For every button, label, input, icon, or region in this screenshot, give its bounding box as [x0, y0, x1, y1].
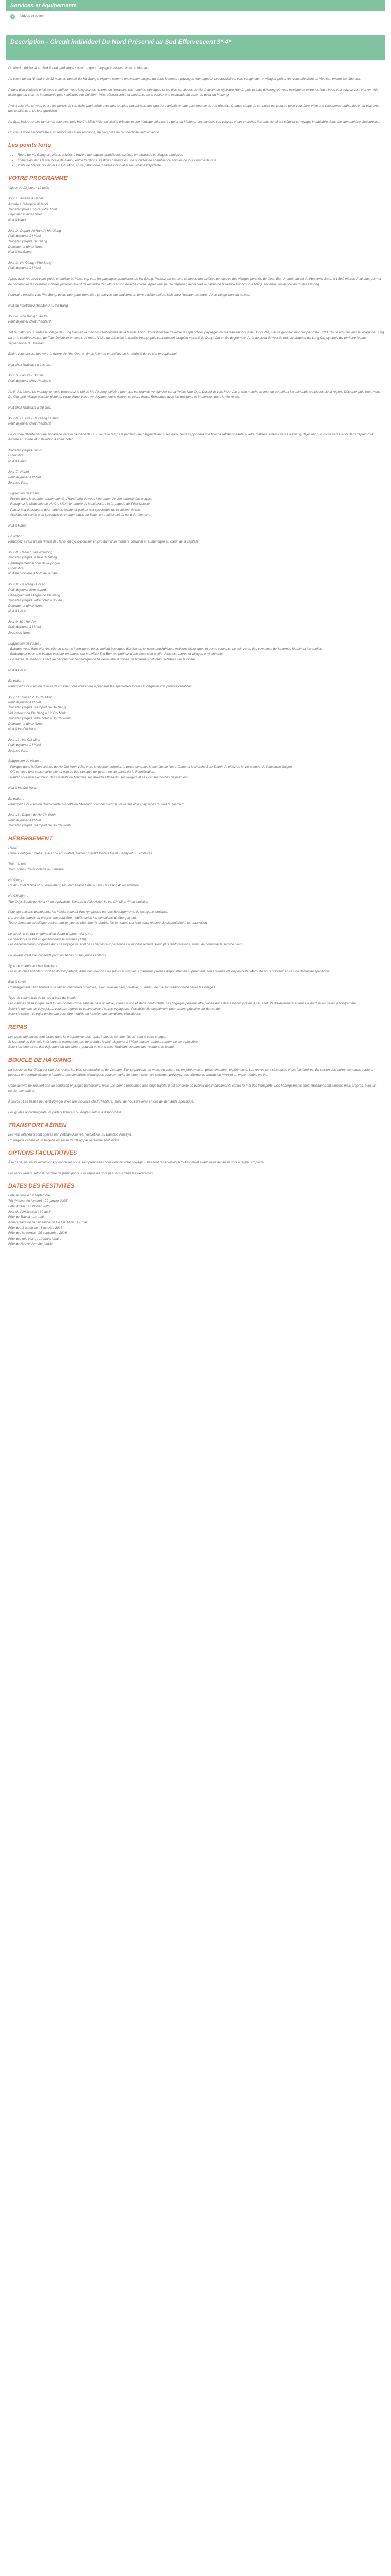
points-forts-list: [18, 152, 385, 168]
options-paragraph: À la carte, plusieurs excursions optionnelles vous sont proposées pour enrichir votre voyage. Elles sont réservables à tout moment avant votre départ et sont à régler sur place.: [8, 1161, 265, 1165]
day-paragraph: Nuit à Hanoï.: [8, 523, 28, 528]
hotel-notes: [8, 910, 385, 926]
boucle-title: BOUCLE DE HA GIANG: [8, 1057, 72, 1063]
day-line: - Plongez dans l'effervescence de Ho Chi Minh-Ville, entre le quartier colonial, la poste centrale, la cathédrale Notre-Dame et le marché Ben Thanh. Profitez de la vie animée de l'ancienne Saigon.: [8, 765, 293, 769]
repas-text: Selon les itinéraires, des déjeuners ou des dîners peuvent être pris chez l'habitant ou dans des restaurants locaux.: [8, 1045, 176, 1049]
day-line: Suggestion de visites :: [8, 641, 41, 646]
option-text: Participez à l'excursion "Cours de cuisine" pour apprendre à préparer les spécialités locales et déguster vos propres créations.: [8, 684, 193, 688]
intro-paragraph: Du Nord méridional au Sud littoral, embarquez pour un grand voyage à travers l'âme du Vietnam.: [8, 66, 150, 70]
day-line: Nuit à Hoi An.: [8, 609, 29, 614]
day-line: Transfert jusqu'à Hanoï.: [8, 449, 43, 453]
day-line: Transfert jusqu'à l'aéroport de Da Nang.: [8, 706, 67, 710]
day-line: Petit déjeuner chez l'habitant.: [8, 320, 52, 324]
day-block: [8, 695, 385, 733]
day-line: Transfert jusqu'à votre hôtel à Ho Chi Minh.: [8, 717, 72, 721]
hotel-city: Train de nuit :: [8, 862, 28, 866]
day-block: [8, 314, 385, 325]
videos-label: Vidéos et option: [20, 14, 44, 18]
day-block: [8, 550, 385, 577]
day-line: Petit déjeuner à l'hôtel.: [8, 743, 42, 748]
day-paragraph: Nuit au hôtel/chez l'habitant/ à Pho Bang.: [8, 304, 69, 308]
day-line: Petit déjeuner chez l'habitant.: [8, 422, 52, 426]
day-line: - En soirée, laissez-vous séduire par l'ambiance magique de la vieille ville illuminée de lanternes colorées, reflétées sur la rivière.: [8, 657, 197, 662]
hotel-sub-text: L'hébergement chez l'habitant se fait en chambres privatives, avec salle de bain privative, ou dans une maison traditionnelle selon les villages.: [8, 986, 216, 990]
hotel-sub-block: [8, 996, 385, 1018]
hotel-note: L'ordre des étapes du programme peut être modifié selon les conditions d'hébergement.: [8, 916, 137, 920]
day-title: Jour 7 : Hanoï: [8, 470, 29, 474]
hotel-block: [8, 862, 385, 873]
day-block: [8, 229, 385, 256]
boucle-paragraph: Les guides accompagnateurs parlent français ou anglais selon la disponibilité.: [8, 1110, 122, 1114]
day-line: Petit déjeuner à l'hôtel.: [8, 266, 42, 270]
dates-list: [8, 1193, 385, 1247]
day-paragraph: Nuit à Hoi An.: [8, 668, 29, 672]
day-line: Transfert jusqu'à votre hôtel à Hoi An.: [8, 599, 63, 603]
day-line: Suggestion de visites :: [8, 492, 41, 496]
hotel-city: Hanoï :: [8, 846, 19, 850]
hebergement-title: HÉBERGEMENT: [8, 835, 53, 842]
repas-block: [8, 1035, 385, 1050]
hotel-sub-text: Selon le nombre de voyageurs, vous partagerez la cabine avec d'autres voyageurs. Possibilité de supplément pour cabine privative sur demande.: [8, 1007, 221, 1011]
day-line: Petit déjeuner à l'hôtel.: [8, 625, 42, 630]
hotel-names: Train Lotus / Train Violette ou similaire: [8, 868, 64, 872]
intro-paragraph: À bord d'un véhicule privé avec chauffeur, vous longerez les rizières en terrasses, les marchés ethniques et les pics karstiques du Nord, avant de rejoindre Hanoï, puis la baie d'Halong où vous naviguerez entre les îlots. Vous poursuivrez vers Hoi An, ville historique au charme intemporel, puis rejoindrez Ho Chi Minh-Ville, effervescente et moderne, sans oublier une escapade au cœur du delta du Mékong.: [8, 88, 379, 97]
date-line: Têt (Nouvel An lunaire) : 29 janvier 2025: [8, 1199, 68, 1203]
transport-title: TRANSPORT AÉRIEN: [8, 1122, 67, 1129]
day-line: Nuit à Hanoï.: [8, 459, 28, 463]
date-line: Fête du Têt : 17 février 2026: [8, 1205, 50, 1209]
day-line: Vol intérieur de Da Nang à Ho Chi Minh.: [8, 711, 67, 715]
date-line: Fête du Nouvel An : 1er janvier: [8, 1242, 54, 1246]
options-paragraph: Les tarifs varient selon le nombre de participants. Les repas ne sont pas inclus dans les excursions.: [8, 1171, 154, 1175]
day-line: Transfert privé jusqu'à votre hôtel.: [8, 208, 58, 212]
day-line: Petit déjeuner chez l'habitant.: [8, 379, 52, 383]
day-block: [8, 491, 385, 518]
hotel-note: Le check-in se fait en général en début d'après-midi (14h).: [8, 932, 93, 936]
hotel-sub-block: [8, 980, 385, 991]
hotel-block: [8, 878, 385, 889]
date-line: Fête de mi-automne : 6 octobre 2025: [8, 1226, 63, 1230]
description-body: [6, 60, 385, 1247]
day-line: Déjeuner et dîner libres.: [8, 213, 44, 217]
option-text: Participez à l'excursion "Visite de Hanoï en cyclo-pousse" en profitant d'un moment convivial et authentique au cœur de la capitale.: [8, 539, 200, 544]
points-forts-title: Les points forts: [8, 142, 51, 149]
option-text: Participez à l'excursion "Découverte du delta du Mékong" pour découvrir la vie locale et les paysages du sud du Vietnam.: [8, 802, 185, 806]
hotel-note: Les hébergements proposés dans ce voyage ne sont pas adaptés aux personnes à mobilité réduite. Pour plus d'informations, merci de consulter le service client.: [8, 942, 243, 946]
hotel-note: Pour des raisons techniques, les hôtels peuvent être remplacés par des hébergements de catégorie similaire.: [8, 910, 168, 914]
day-block: [8, 373, 385, 384]
play-icon: [10, 14, 15, 19]
option-block: [8, 796, 385, 807]
day-title: Jour 4 : Pho Bang / Lao Xa: [8, 315, 48, 319]
day-block: [8, 812, 385, 828]
day-line: Transfert jusqu'à Ha Giang.: [8, 240, 48, 244]
day-line: Nuit à Ho Chi Minh.: [8, 727, 37, 732]
option-title: En option :: [8, 679, 24, 683]
day-block: [8, 641, 385, 663]
hotel-sub-text: Les nuits chez l'habitant sont en dortoir partagé, dans des maisons sur pilotis et simples. Chambres privées disponibles en supplément, sous réserve de disponibilité. Merci de nous prévenir en cas de demande spécifique.: [8, 969, 331, 973]
day-line: Nuit à Ha Giang.: [8, 250, 33, 255]
options-title: OPTIONS FACULTATIVES: [8, 1150, 77, 1157]
day-line: Déjeuner et dîner libres.: [8, 604, 44, 608]
day-title: Jour 13 : Départ de Ho Chi Minh: [8, 813, 56, 817]
day-block: [8, 261, 385, 272]
day-line: Petit déjeuner à l'hôtel.: [8, 818, 42, 822]
services-header: Services et équipements: [6, 0, 385, 11]
option-title: En option :: [8, 534, 24, 538]
day-block: [8, 582, 385, 614]
hotel-city: Ha Giang :: [8, 878, 24, 883]
hotel-sub-title: Type de chambres chez l'habitant: [8, 964, 57, 968]
day-title: Jour 12 : Ho Chi Minh: [8, 738, 40, 742]
hotel-sub-text: Les cabines de la jonque sont toutes dotées d'une salle de bain privative, climatisation et literie confortable. Les bagages peuvent être placés dans des espaces prévus à cet effet. Petits-déjeuners et repas à bord inclus selon le programme.: [8, 1002, 357, 1006]
day-line: - Embarquez pour une balade paisible en bateau sur la rivière Thu Bon, ou profitez d'une excursion à vélo dans les rizières et villages environnants.: [8, 652, 224, 656]
intro-paragraph: Avant cela, Hanoï vous ouvre les portes de son riche patrimoine avec des temples ancestraux, des quartiers animés et une gastronomie de rue réputée. Chaque étape de ce circuit est pensée pour vous faire vivre une expérience authentique, au plus près des habitants et de leur quotidien.: [8, 104, 380, 113]
date-line: Fête du Travail : 1er mai: [8, 1215, 44, 1219]
day-paragraph: La journée débute par une escapade vers la cascade de Du Gia. Si le temps le permet, une baignade dans ses eaux claires apportera une touche rafraîchissante à votre matinée. Retour vers Ha Giang, déjeuner puis route vers Hanoï dans l'après-midi. Arrivée en soirée et installation à votre hôtel.: [8, 432, 375, 442]
day-line: Déjeuner et dîner libres.: [8, 245, 44, 249]
dates-title: DATES DES FESTIVITÉS: [8, 1183, 75, 1190]
hotel-sub-title: Bon à savoir: [8, 980, 27, 984]
transport-block: [8, 1132, 385, 1143]
day-line: - Partez à la découverte des marchés locaux et goûtez aux spécialités de la cuisine de rue.: [8, 507, 141, 512]
programme-title: VOTRE PROGRAMME: [8, 175, 68, 182]
day-line: - Flânez dans le quartier ancien animé d'Hanoï afin de vous imprégner de son atmosphère unique.: [8, 497, 152, 501]
transport-text: Un bagage cabine et un bagage en soute de 20 kg par personne sont inclus.: [8, 1138, 120, 1142]
day-line: Petit déjeuner à l'hôtel.: [8, 476, 42, 480]
day-paragraph: Poursuite ensuite vers Pho Bang, petite bourgade frontalière préservée aux maisons en terre traditionnelles. Nuit chez l'habitant au cœur de ce village hors du temps.: [8, 293, 250, 297]
day-line: Petit déjeuner à l'hôtel.: [8, 234, 42, 239]
day-block: [8, 620, 385, 636]
points-forts-item: • Immersion dans la vie locale de Hanoï, entre traditions, vestiges historiques, vie quotidienne et ambiance animée de jour comme de nuit: [18, 158, 385, 163]
hotel-note: Le voyage n'est pas conseillé pour les bébés ou les jeunes enfants.: [8, 953, 107, 957]
transport-text: Les vols intérieurs sont opérés par Vietnam Airlines, VietJet Air, ou Bamboo Airways.: [8, 1133, 132, 1137]
hotel-sub-text: Selon la saison, le trajet en bateau peut être modifié en fonction des conditions climatiques.: [8, 1012, 142, 1016]
day-line: - Assistez en soirée à un spectacle de marionnettes sur l'eau, art traditionnel du nord du Vietnam.: [8, 513, 151, 517]
day-paragraph: Au fil des lacets de montagne, vous parcourez le col de Ma Pi Leng, célèbre pour ses panoramas vertigineux sur la rivière Nho Que. Descente vers Meo Vac et son marché animé, où se mêlent les minorités ethniques de la région. Déjeuner puis route vers Du Gia, petit village paisible niché au cœur d'une vallée verdoyante, entre rizières et cours d'eau. Rencontre avec les habitants et immersion dans la vie rurale.: [8, 389, 380, 399]
day-line: Suggestion de visites :: [8, 759, 41, 764]
date-line: Fête des rois Hung : 10 mars lunaire: [8, 1236, 62, 1241]
page: [0, 0, 391, 1252]
hotel-names: The Odys Boutique Hotel 4* ou équivalent, Silverland Jolie Hotel 4*, Ho Chi Minh 4* ou similaire: [8, 900, 148, 904]
day-title: Jour 5 : Lao Xa / Du Gia: [8, 374, 44, 378]
day-line: - Baladez-vous dans Hoi An, ville au charme intemporel, où se mêlent boutiques d'artisanat, temples bouddhistes, maisons historiques et ponts couverts. Le soir venu, des centaines de lanternes illuminent les ruelles.: [8, 647, 323, 651]
hotel-note: Toute demande spécifique concernant le type de chambre (lit double, lits jumeaux) est faite sous réserve de disponibilité à la réservation.: [8, 921, 208, 925]
option-title: En option :: [8, 797, 24, 801]
day-line: Embarquement à bord de la jonque.: [8, 561, 61, 565]
points-forts-item: • Route de Ha Giang et rizières privées à travers montagnes grandioses, rizières en terrasses et villages ethniques: [18, 152, 385, 158]
day-title: Jour 3 : Ha Giang / Pho Bang: [8, 261, 52, 265]
hotel-notes: [8, 931, 385, 947]
day-line: Petit déjeuner à l'hôtel.: [8, 701, 42, 704]
day-block: [8, 416, 385, 427]
date-line: Fête des lanternes : 25 septembre 2026: [8, 1231, 67, 1235]
day-line: Transfert jusqu'à l'aéroport de Ho Chi Minh.: [8, 824, 72, 828]
day-line: Journée libre.: [8, 749, 28, 753]
repas-text: Si les horaires des vols intérieurs ne permettent pas de prendre le petit-déjeuner à l'hôtel, aucun remboursement ne sera possible.: [8, 1040, 199, 1044]
date-line: Jour de l'Unification : 30 avril: [8, 1210, 51, 1214]
day-paragraph: Nuit chez l'habitant à Lao Xa.: [8, 363, 51, 367]
hotel-names: Ha An Hotel & Spa 4* ou équivalent, Phuong Thanh Hotel & Spa Ha Giang 4* ou similaire: [8, 884, 139, 888]
day-line: Débarquement et ligne de Da Nang.: [8, 593, 61, 597]
day-title: Jour 2 : Départ de Hanoï / Ha Giang: [8, 229, 61, 233]
intro-paragraph: Au cours de cet itinéraire de 12 nuits, le beauté de Ha Giang s'exprime comme un moment suspendu dans le temps : paysages montagneux spectaculaires, cols vertigineux, et villages préservés vous dévoilent un Vietnam encore confidentiel.: [8, 77, 361, 81]
hotel-block: [8, 846, 385, 857]
day-line: Journées libres.: [8, 631, 32, 635]
day-line: Dîner libre.: [8, 566, 25, 570]
day-title: Jour 6 : Du Gia / Ha Giang / Hanoï: [8, 416, 59, 420]
day-paragraph: Après avoir retrouvé votre guide chauffeur à l'hôtel, cap vers les paysages grandioses de Ha Giang. Passez par la route sinueuse des rizières ponctuées des villages perchés de Quan Ba. Un arrêt au col de Heaven's Gate, à 1 500 mètres d'altitude, permet de contempler les célèbres collines jumelles avant de rejoindre Yen Minh et son marché coloré. Après une pause déjeuner, découvrez le palais de la famille Vuong (Vua Meo), ancienne résidence du roi des Hmong.: [8, 277, 381, 286]
day-title: Jour 11 : Hoi An / Ho Chi Minh: [8, 695, 53, 699]
points-forts-item: • Visite de Hanoï, Hoi An et Ho Chi Minh, entre patrimoine, charme colonial et vie urbaine trépidante: [18, 163, 385, 168]
day-line: Nuit à Hanoi.: [8, 218, 27, 222]
description-header: Description - Circuit individuel Du Nord Préservé au Sud Effervescent 3*-4*: [6, 35, 385, 60]
day-line: Petit déjeuner libre à bord.: [8, 588, 47, 592]
repas-text: Les petits déjeuners sont inclus dans le programme. Les repas indiqués comme "libres" sont à votre charge.: [8, 1035, 166, 1039]
boucle-paragraph: Cette activité ne requiert pas de condition physique particulière, mais une bonne résistance aux longs trajets. Il est conseillé de prévoir des médicaments contre le mal des transports. Les hébergements chez l'habitant sont simples mais propres, avec un confort sommaire.: [8, 1083, 377, 1093]
hotel-sub-title: Type de cabine lors de la nuit à bord de la baie: [8, 996, 77, 1000]
hotel-names: Hanoï Boutique Hotel & Spa 4* ou équivalent, Hanoï Emerald Waters Hotel Trendy 4* ou similaires: [8, 852, 152, 856]
intro-paragraph: Un circuit riche en contrastes, en rencontres et en émotions, au plus près de l'authenticité vietnamienne.: [8, 130, 160, 134]
day-title: Jour 1 : Arrivée à Hanoï: [8, 197, 43, 201]
repas-title: REPAS: [8, 1024, 28, 1030]
day-block: [8, 738, 385, 754]
day-line: - Partez pour une excursion dans le delta du Mékong, ses marchés flottants, ses vergers et ses canaux bordés de palmiers.: [8, 775, 189, 779]
day-line: - Offrez-vous une pause culturelle au musée des vestiges de guerre ou au palais de la Réunification.: [8, 770, 155, 774]
boucle-paragraph: À savoir : Les bébés peuvent voyager avec une nourrice chez l'habitant. Merci de nous prévenir en cas de demande spécifique.: [8, 1100, 194, 1104]
day-line: Journée libre.: [8, 481, 28, 485]
option-block: [8, 534, 385, 545]
day-paragraph: Enfin, vous descendez vers la rivière de Nho Que en fin de journée et profitez de la sérénité de ce site exceptionnel.: [8, 352, 178, 356]
option-block: [8, 679, 385, 689]
day-paragraph: Nuit à Ho Chi Minh.: [8, 786, 37, 790]
intro-paragraph: Au Sud, Hoi An et ses lanternes colorées, puis Ho Chi Minh-Ville, sa vitalité urbaine et son héritage colonial. Le delta du Mékong, ses canaux, ses vergers et ses marchés flottants viendront clôturer ce voyage inoubliable dans une atmosphère chaleureuse.: [8, 120, 381, 124]
day-paragraph: Tôt le matin, vous visitez le village de Lung Cam et sa maison traditionnelle de la famille Thinh. Votre itinéraire traverse les splendides paysages du plateau karstique de Dong Van, classé géoparc mondial par l'UNESCO. Route ensuite vers le village de Sung La et la célèbre maison de Pao. Déjeuner en cours de route. Visite du palais de la famille Vuong, puis continuation jusqu'au marché de Dong Van en fin de journée. Arrêt au point de vue du mât du drapeau de Lung Cu, symbole du territoire le plus septentrional du Vietnam.: [8, 331, 384, 346]
day-title: Jour 8 : Hanoï / Baie d'Halong: [8, 550, 53, 554]
programme-subtitle: Valeur de 13 jours / 12 nuits: [8, 186, 50, 190]
day-line: Transfert jusqu'à la baie d'Halong.: [8, 556, 58, 560]
hotel-block: [8, 894, 385, 905]
day-line: Nuit en croisière à bord de la baie.: [8, 572, 59, 576]
boucle-paragraph: La boucle de Ha Giang est une des routes les plus spectaculaires du Vietnam. Elle se parcourt en moto, en voiture ou en jeep avec un guide chauffeur expérimenté. Les routes sont sinueuses et parfois étroites. En saison des pluies, certaines portions peuvent être temporairement fermées. Les conditions climatiques peuvent varier fortement selon les saisons : prévoyez des vêtements chauds en hiver et un imperméable en été.: [8, 1067, 373, 1077]
date-line: Fête nationale : 2 septembre: [8, 1194, 51, 1198]
day-paragraph: Nuit chez l'habitant à Du Gia.: [8, 405, 51, 410]
day-line: Déjeuner et dîner libres.: [8, 722, 44, 726]
day-block: [8, 196, 385, 223]
day-line: Arrivée à l'aéroport d'Hanoï.: [8, 202, 50, 206]
day-title: Jour 9, 10 : Hoi An: [8, 620, 36, 624]
day-line: - Rejoignez le Mausolée de Ho Chi Minh, le temple de la Littérature et la pagode au Pilier Unique.: [8, 502, 151, 506]
day-line: Dîner libre.: [8, 454, 25, 458]
hotel-sub-block: [8, 964, 385, 975]
day-block: [8, 759, 385, 781]
hotel-city: Ho Chi Minh :: [8, 894, 28, 899]
day-title: Jour 9 : Da Nang / Hoi An: [8, 583, 46, 587]
hotel-note: Le check-out se fait en général dans la matinée (11h).: [8, 937, 87, 941]
videos-option-link[interactable]: [6, 11, 385, 22]
day-block: [8, 448, 385, 464]
day-block: [8, 470, 385, 486]
date-line: Anniversaire de la naissance de Ho Chi Minh : 19 mai: [8, 1221, 87, 1225]
